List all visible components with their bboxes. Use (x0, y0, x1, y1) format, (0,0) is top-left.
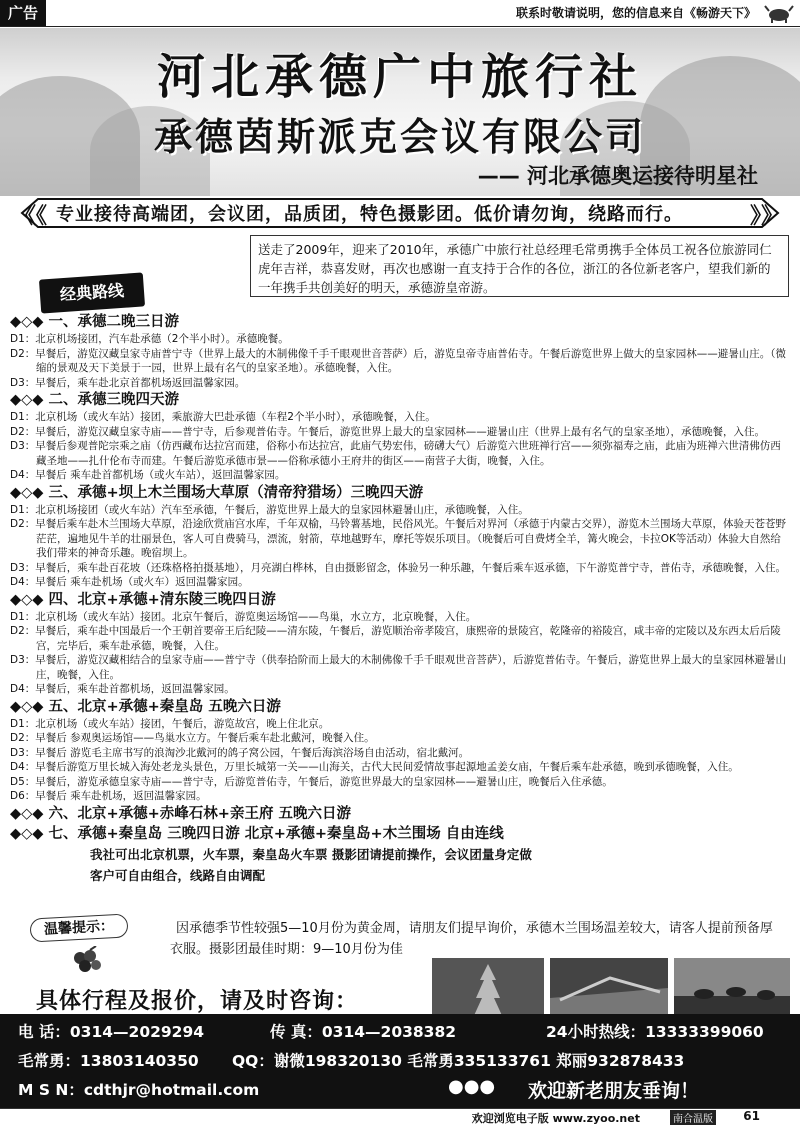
grassland-horses-photo (674, 958, 790, 1020)
itinerary-list (10, 312, 790, 886)
route-day-line: D1：北京机场接团（或火车站）汽车至承德，午餐后，游览世界上最大的皇家园林避暑山庄，承德晚餐，入住。 (10, 503, 529, 516)
route-day-line: D1：北京机场（或火车站）接团。北京午餐后，游览奥运场馆——鸟巢，水立方，北京晚餐，入住。 (10, 610, 477, 623)
welcome-text: 欢迎新老朋友垂询！ (528, 1080, 700, 1102)
contact-mao: 毛常勇：13803140350 (18, 1052, 199, 1070)
route-day-line: D2：早餐后乘车赴木兰围场大草原，沿途欣赏庙宫水库，千年双榆，马铃薯基地，民俗风光。午餐后对界河（承德于内蒙古交界），游览木兰围场大草原，体验天苍苍野茫茫，遍地见牛羊的壮丽景色，客人可自费骑马，漂流，射箭，草地越野车，摩托等娱乐项目。（晚餐后可自费烤全羊，篝火晚会，卡拉OK等活动）体验大自然给我们带来的神奇乐趣。晚宿坝上。 (10, 518, 787, 559)
grape-icon (66, 946, 110, 976)
contact-fax: 传 真：0314—2038382 (270, 1023, 457, 1041)
subtitle: —— 河北承德奥运接待明星社 (477, 164, 758, 188)
pagoda-photo (432, 958, 544, 1020)
route-day-line: D1：北京机场接团，汽车赴承德（2个半小时）。承德晚餐。 (10, 333, 289, 345)
route-title: ◆◇◆ 四、北京+承德+清东陵三晚四日游 (10, 591, 276, 608)
route-day-line: D2：早餐后，游览汉藏皇家寺庙——普宁寺，后参观普佑寺。午餐后，游览世界上最大的皇家园林——避暑山庄（世界上最有名气的皇家圣地），承德晚餐，入住。 (10, 425, 766, 438)
tips-label: 温馨提示： (29, 913, 128, 942)
route-day-line: D4：早餐后，乘车赴首都机场，返回温馨家园。 (10, 683, 235, 695)
footer-site: 欢迎浏览电子版 www.zyoo.net (471, 1112, 640, 1125)
route-banner: 经典路线 (39, 272, 145, 313)
slogan-left-chevron: 《《 (14, 204, 48, 229)
photo-strip (432, 958, 790, 1020)
contact-msn: M S N：cdthjr@hotmail.com (18, 1081, 260, 1099)
slogan-right-chevron: 》》 (750, 204, 784, 229)
contact-qq: QQ：谢微198320130 毛常勇335133761 郑丽932878433 (232, 1052, 685, 1070)
route-title: ◆◇◆ 二、承德三晚四天游 (10, 392, 180, 408)
route-title: ◆◇◆ 一、承德二晚三日游 (10, 314, 180, 330)
dots-icon: ●●● (448, 1076, 496, 1097)
route-title: ◆◇◆ 五、北京+承德+秦皇岛 五晚六日游 (10, 698, 281, 715)
service-note: 客户可自由组合，线路自由调配 (90, 867, 266, 883)
route-day-line: D4：早餐后 乘车赴机场（或火车）返回温馨家园。 (10, 576, 249, 588)
route-day-line: D6：早餐后 乘车赴机场，返回温馨家园。 (10, 790, 207, 802)
route-day-line: D3：早餐后，游览汉藏相结合的皇家寺庙——普宁寺（供奉拾阶而上最大的木制佛像千手千眼观世音菩萨），后游览普佑寺。午餐后，游览世界上最大的皇家园林避暑山庄，晚餐，入住。 (10, 654, 787, 681)
route-day-line: D3：早餐后，乘车赴百花坡（还珠格格拍摄基地），月亮湖白桦林，自由摄影留念，体验另一种乐趣，午餐后乘车返承德，下午游览普宁寺，普佑寺，承德晚餐，入住。 (10, 561, 787, 574)
detail-cta: 具体行程及报价，请及时咨询： (36, 989, 359, 1014)
route-day-line: D2：早餐后，游览汉藏皇家寺庙普宁寺（世界上最大的木制佛像千手千眼观世音菩萨）后，游览皇帝寺庙普佑寺。午餐后游览世界上做大的皇家园林——避暑山庄。（微缩的景观及天下美景于一园，世界上最有名气的皇家圣地）。承德晚餐，入住。 (10, 347, 787, 374)
route-title: ◆◇◆ 三、承德+坝上木兰围场大草原（清帝狩猎场）三晚四天游 (10, 484, 424, 501)
contact-phone: 电 话：0314—2029294 (18, 1023, 205, 1041)
page-number: 61 (743, 1109, 760, 1123)
agency-title: 河北承德广中旅行社 (156, 49, 643, 105)
company-name: 承德茵斯派克会议有限公司 (153, 115, 646, 159)
slogan: 专业接待高端团，会议团，品质团，特色摄影团。低价请勿询，绕路而行。 (56, 204, 683, 225)
contact-hotline: 24小时热线：13333399060 (546, 1023, 764, 1041)
route-day-line: D3：早餐后 游览毛主席书写的浪淘沙北戴河的鸽子窝公园，午餐后海滨浴场自由活动，宿北戴河。 (10, 746, 470, 759)
service-note: 我社可出北京机票，火车票，秦皇岛火车票 摄影团请提前操作，会议团量身定做 (90, 846, 532, 862)
route-day-line: D4：早餐后 乘车赴首都机场（或火车站），返回温馨家园。 (10, 469, 286, 481)
contact-band (0, 1014, 800, 1108)
route-day-line: D2：早餐后，乘车赴中国最后一个王朝首要帝王后纪陵——清东陵，午餐后，游览顺治帝孝陵宫，康熙帝的景陵宫，乾隆帝的裕陵宫，咸丰帝的定陵以及东西太后后陵宫，完毕后，乘车赴承德，晚餐，入住。 (10, 625, 781, 652)
greeting-text: 送走了2009年，迎来了2010年，承德广中旅行社总经理毛常勇携手全体员工祝各位旅游同仁虎年吉祥，恭喜发财，再次也感谢一直支持于合作的各位，浙江的各位新老客户，望我们新的一年携手共创美好的明天，承德游皇帝游。 (258, 242, 772, 295)
source-notice: 联系时敬请说明，您的信息来自《畅游天下》 (515, 6, 756, 20)
route-title: ◆◇◆ 六、北京+承德+赤峰石林+亲王府 五晚六日游 (10, 805, 351, 822)
tips-text: 因承德季节性较强5—10月份为黄金周，请朋友们提早询价，承德木兰围场温差较大，请客人提前预备厚衣服。摄影团最佳时期：9—10月份为佳 (170, 921, 773, 957)
footer-badge: 南合温版 (670, 1110, 716, 1125)
route-day-line: D3：早餐后参观普陀宗乘之庙（仿西藏布达拉宫而建，俗称小布达拉宫，此庙气势宏伟，磅礴大气）后游览六世班禅行宫——须弥福寿之庙，此庙为班禅六世清佛仿西藏圣地——扎什伦布寺而建。午餐后游览承德市景——俗称承德小王府井的街区——南营子大街，晚餐，入住。 (10, 440, 781, 467)
ad-label: 广告 (0, 0, 46, 26)
palace-photo (550, 958, 668, 1020)
route-title: ◆◇◆ 七、承德+秦皇岛 三晚四日游 北京+承德+秦皇岛+木兰围场 自由连线 (10, 825, 504, 842)
route-day-line: D2：早餐后 参观奥运场馆——鸟巢水立方。午餐后乘车赴北戴河，晚餐入住。 (10, 732, 375, 744)
route-day-line: D1：北京机场（或火车站）接团，乘旅游大巴赴承德（车程2个半小时），承德晚餐，入住。 (10, 411, 436, 423)
route-day-line: D4：早餐后游览万里长城入海处老龙头景色，万里长城第一关——山海关，古代大民间爱情故事起源地孟姜女庙，午餐后乘车赴承德，晚到承德晚餐，入住。 (10, 761, 739, 773)
ox-icon (764, 3, 794, 23)
route-day-line: D3：早餐后，乘车赴北京首都机场返回温馨家园。 (10, 376, 246, 389)
route-day-line: D5：早餐后，游览承德皇家寺庙——普宁寺，后游览普佑寺，午餐后，游览世界最大的皇家园林——避暑山庄，晚餐后入住承德。 (10, 775, 613, 788)
route-day-line: D1：北京机场（或火车站）接团，午餐后，游览故宫，晚上住北京。 (10, 717, 330, 730)
